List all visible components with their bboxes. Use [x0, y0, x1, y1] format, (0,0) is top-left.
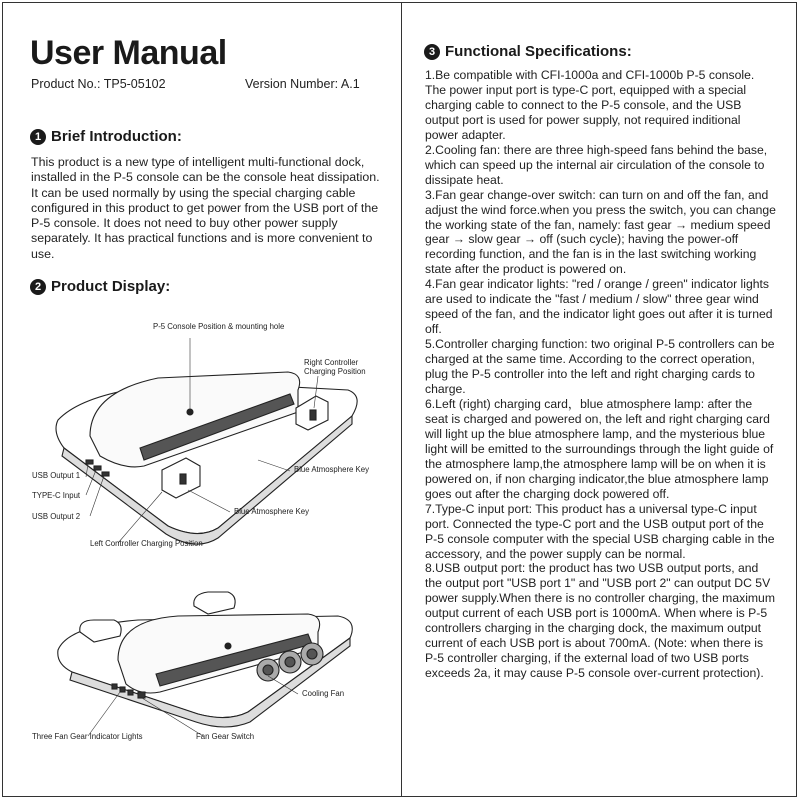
page-title: User Manual	[30, 34, 227, 72]
label-usb-output-1: USB Output 1	[32, 471, 81, 480]
product-illustration	[28, 320, 380, 750]
spec-item: 4.Fan gear indicator lights: "red / orange / green" indicator lights are used to indicate the "fast / medium / slow" three gear wind speed of the fan, and the indicator light goes out after it is turned off.	[425, 277, 773, 337]
product-display-figure	[28, 320, 380, 750]
intro-paragraph: This product is a new type of intelligent multi-functional dock, installed in the P-5 console can be the console heat dissipation. It can be used normally by using the special charging cable configured in this product to get power from the USB port of the P-5 console. It does not need to buy other power supply separately. It has practical functions and is more convenient to use.	[31, 155, 380, 261]
version-number: Version Number: A.1	[245, 77, 360, 91]
section-number-badge: 3	[424, 44, 440, 60]
label-left-controller: Left Controller Charging Position	[90, 539, 203, 548]
label-cooling-fan: Cooling Fan	[302, 689, 345, 698]
section-title: Brief Introduction:	[51, 128, 182, 145]
label-indicator-lights: Three Fan Gear Indicator Lights	[32, 732, 143, 741]
spec-item: 6.Left (right) charging card，blue atmosphere lamp: after the seat is charged and powered on, the left and right charging card will light up the blue atmosphere lamp, and the mysterious blue light will be emitted to the surroundings through the light guide of the atmosphere lamp,the atmosphere lamp will be on when it is powered on, if non charging indicator,the blue atmosphere lamp goes out after the charging dock powered off.	[425, 396, 774, 501]
label-fan-switch: Fan Gear Switch	[196, 732, 255, 741]
label-right-controller-1: Right Controller	[304, 358, 359, 367]
label-blue-key-left: Blue Atmosphere Key	[234, 507, 309, 516]
section-number-badge: 1	[30, 129, 46, 145]
specifications-list	[425, 68, 777, 681]
label-right-controller-2: Charging Position	[304, 367, 366, 376]
product-number: Product No.: TP5-05102	[31, 77, 166, 91]
label-console-position: P-5 Console Position & mounting hole	[153, 322, 285, 331]
label-usb-output-2: USB Output 2	[32, 512, 81, 521]
spec-item: 3.Fan gear change-over switch: can turn on and off the fan, and adjust the wind force.when you press the switch, you can change the working state of the fan, namely: fast gear → medium speed gear → slow gear → off (such cycle); having the power-off recording function, and the fan is in the last switching working state after the product is powered on.	[425, 187, 776, 277]
spec-item: 8.USB output port: the product has two USB output ports, and the output port "USB port 1" and "USB port 2" can output DC 5V power supply.When there is no controller charging, the maximum output current of each USB port is 1000mA. When where is P-5 controllers charging in the charging dock, the maximum output current of each USB port is about 700mA. (Note: when there is P-5 controller charging, if the external load of two USB ports exceeds 2a, it may cause P-5 console over-current protection).	[425, 561, 775, 681]
column-divider	[401, 2, 402, 797]
spec-item: 1.Be compatible with CFI-1000a and CFI-1000b P-5 console. The power input port is type-C port, equipped with a special charging cable to connect to the P-5 console, and the USB output port is used for power supply, not required inditional power adapter.	[425, 68, 755, 142]
spec-item: 5.Controller charging function: two original P-5 controllers can be charged at the same time. According to the correct operation, plug the P-5 controller into the left and right charging cards to charge.	[425, 337, 775, 397]
section-title: Product Display:	[51, 278, 171, 295]
section-heading-display	[30, 278, 170, 295]
section-number-badge: 2	[30, 279, 46, 295]
spec-item: 2.Cooling fan: there are three high-speed fans behind the base, which can speed up the internal air circulation of the console to dissipate heat.	[425, 142, 768, 187]
label-type-c-input: TYPE-C Input	[32, 491, 81, 500]
section-title: Functional Specifications:	[445, 43, 632, 60]
section-heading-specs	[424, 43, 632, 60]
label-blue-key-right: Blue Atmosphere Key	[294, 465, 369, 474]
section-heading-intro	[30, 128, 182, 145]
spec-item: 7.Type-C input port: This product has a universal type-C input port. Connected the type-C port and the USB output port of the P-5 console computer with the special USB charging cable in the accessory, and the power supply can be normal.	[425, 501, 775, 561]
